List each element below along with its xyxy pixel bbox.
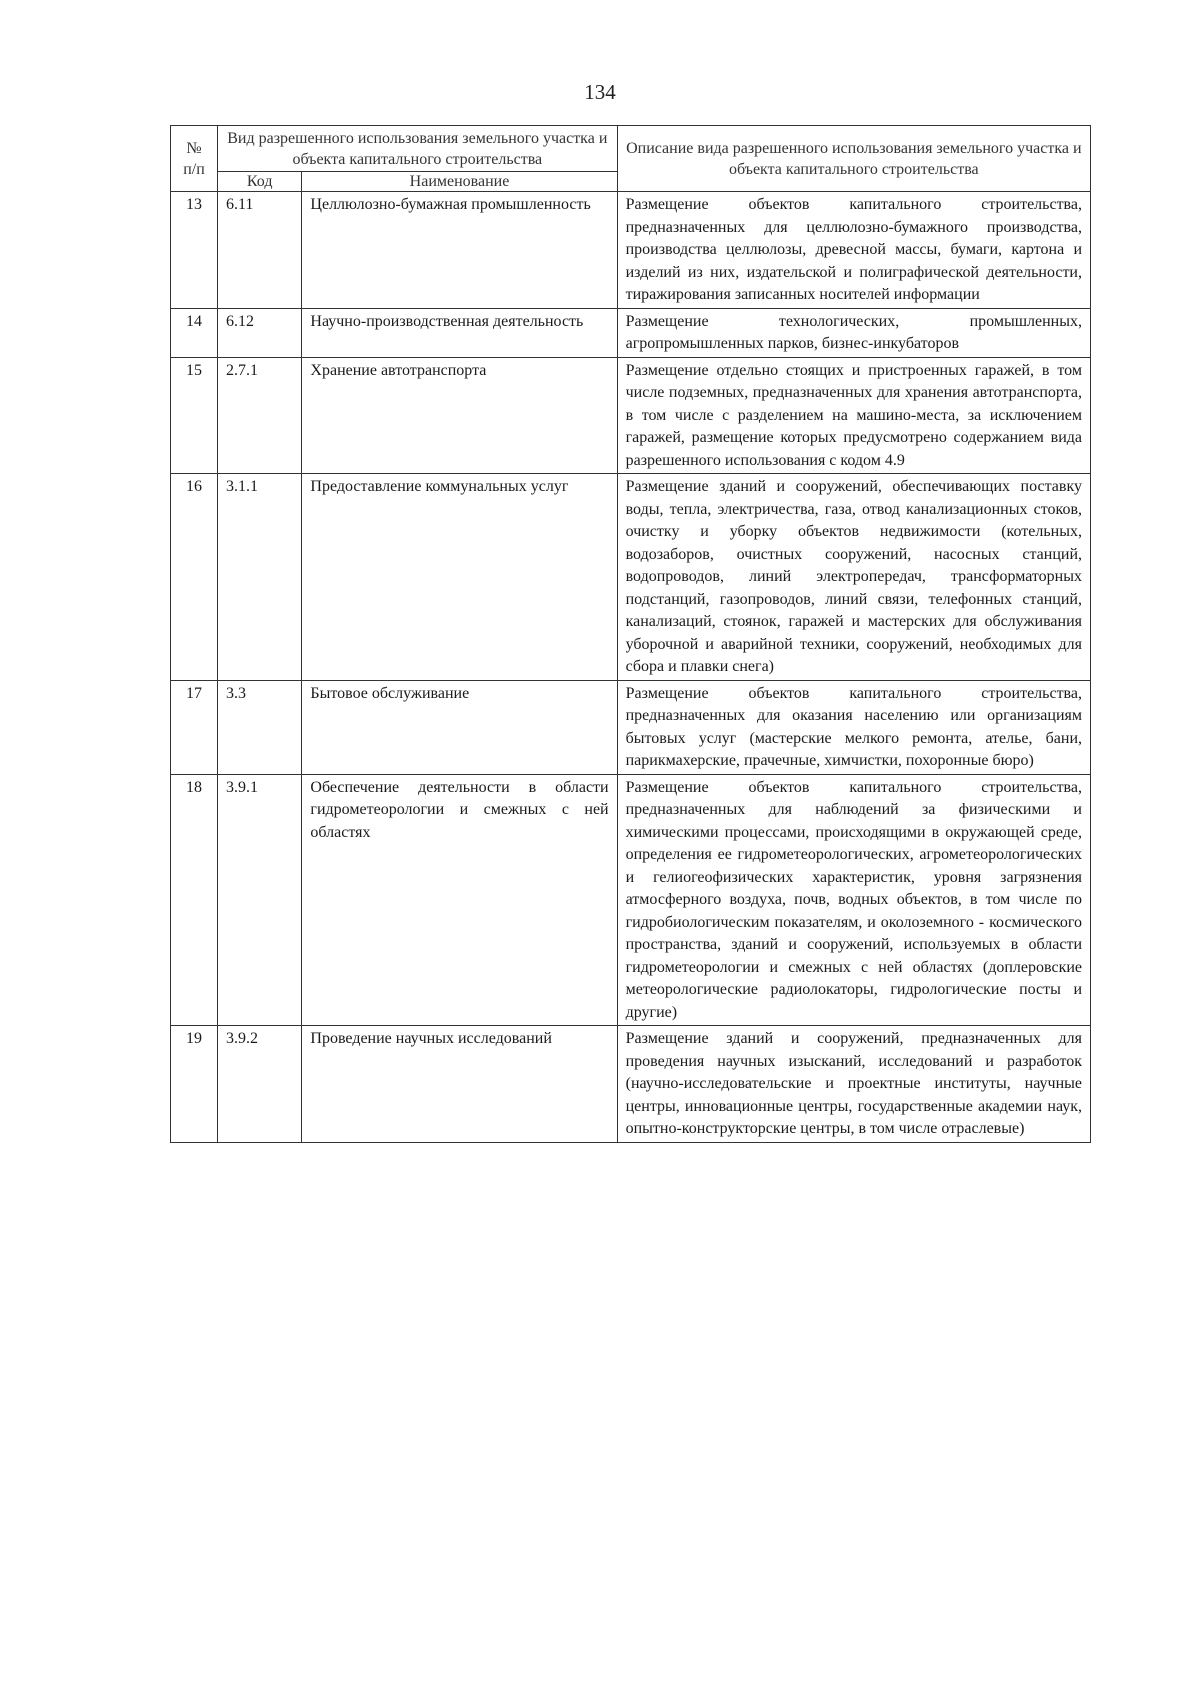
- row-num: 15: [171, 357, 218, 474]
- table-row: [171, 192, 1091, 309]
- row-description: Размещение технологических, промышленных, агропромышленных парков, бизнес-инкубаторов: [617, 308, 1090, 357]
- row-num: 17: [171, 680, 218, 774]
- header-code: Код: [218, 172, 302, 192]
- header-type-group: Вид разрешенного использования земельного участка и объекта капитального строительства: [218, 126, 618, 172]
- table-row: [171, 774, 1091, 1026]
- table-row: [171, 474, 1091, 681]
- table-header-row: [171, 126, 1091, 172]
- header-num: № п/п: [171, 126, 218, 192]
- table-row: [171, 308, 1091, 357]
- row-name: Проведение научных исследований: [302, 1026, 617, 1143]
- row-num: 19: [171, 1026, 218, 1143]
- header-description: Описание вида разрешенного использования земельного участка и объекта капитального строительства: [617, 126, 1090, 192]
- row-description: Размещение объектов капитального строительства, предназначенных для целлюлозно-бумажного производства, производства целлюлозы, древесной массы, бумаги, картона и изделий из них, издательской и полиграфической деятельности, тиражирования записанных носителей информации: [617, 192, 1090, 309]
- row-code: 6.11: [218, 192, 302, 309]
- row-code: 2.7.1: [218, 357, 302, 474]
- row-code: 3.3: [218, 680, 302, 774]
- row-code: 6.12: [218, 308, 302, 357]
- row-name: Целлюлозно-бумажная промышленность: [302, 192, 617, 309]
- table-row: [171, 357, 1091, 474]
- table-row: [171, 1026, 1091, 1143]
- row-name: Хранение автотранспорта: [302, 357, 617, 474]
- table-row: [171, 680, 1091, 774]
- land-use-table: [170, 125, 1091, 1143]
- row-description: Размещение зданий и сооружений, обеспечивающих поставку воды, тепла, электричества, газа, отвод канализационных стоков, очистку и уборку объектов недвижимости (котельных, водозаборов, очистных сооружений, насосных станций, водопроводов, линий электропередач, трансформаторных подстанций, газопроводов, линий связи, телефонных станций, канализаций, стоянок, гаражей и мастерских для обслуживания уборочной и аварийной техники, сооружений, необходимых для сбора и плавки снега): [617, 474, 1090, 681]
- row-code: 3.9.1: [218, 774, 302, 1026]
- row-code: 3.9.2: [218, 1026, 302, 1143]
- row-description: Размещение объектов капитального строительства, предназначенных для наблюдений за физическими и химическими процессами, происходящими в окружающей среде, определения ее гидрометеорологических, агрометеорологических и гелиогеофизических характеристик, уровня загрязнения атмосферного воздуха, почв, водных объектов, в том числе по гидробиологическим показателям, и околоземного - космического пространства, зданий и сооружений, используемых в области гидрометеорологии и смежных с ней областях (доплеровские метеорологические радиолокаторы, гидрологические посты и другие): [617, 774, 1090, 1026]
- row-description: Размещение зданий и сооружений, предназначенных для проведения научных изысканий, исследований и разработок (научно-исследовательские и проектные институты, научные центры, инновационные центры, государственные академии наук, опытно-конструкторские центры, в том числе отраслевые): [617, 1026, 1090, 1143]
- page-number: 134: [584, 80, 616, 104]
- row-description: Размещение отдельно стоящих и пристроенных гаражей, в том числе подземных, предназначенных для хранения автотранспорта, в том числе с разделением на машино-места, за исключением гаражей, размещение которых предусмотрено содержанием вида разрешенного использования с кодом 4.9: [617, 357, 1090, 474]
- row-name: Обеспечение деятельности в области гидрометеорологии и смежных с ней областях: [302, 774, 617, 1026]
- row-num: 16: [171, 474, 218, 681]
- row-num: 14: [171, 308, 218, 357]
- header-name: Наименование: [302, 172, 617, 192]
- row-name: Научно-производственная деятельность: [302, 308, 617, 357]
- row-name: Бытовое обслуживание: [302, 680, 617, 774]
- row-num: 18: [171, 774, 218, 1026]
- row-description: Размещение объектов капитального строительства, предназначенных для оказания населению или организациям бытовых услуг (мастерские мелкого ремонта, ателье, бани, парикмахерские, прачечные, химчистки, похоронные бюро): [617, 680, 1090, 774]
- row-num: 13: [171, 192, 218, 309]
- row-code: 3.1.1: [218, 474, 302, 681]
- row-name: Предоставление коммунальных услуг: [302, 474, 617, 681]
